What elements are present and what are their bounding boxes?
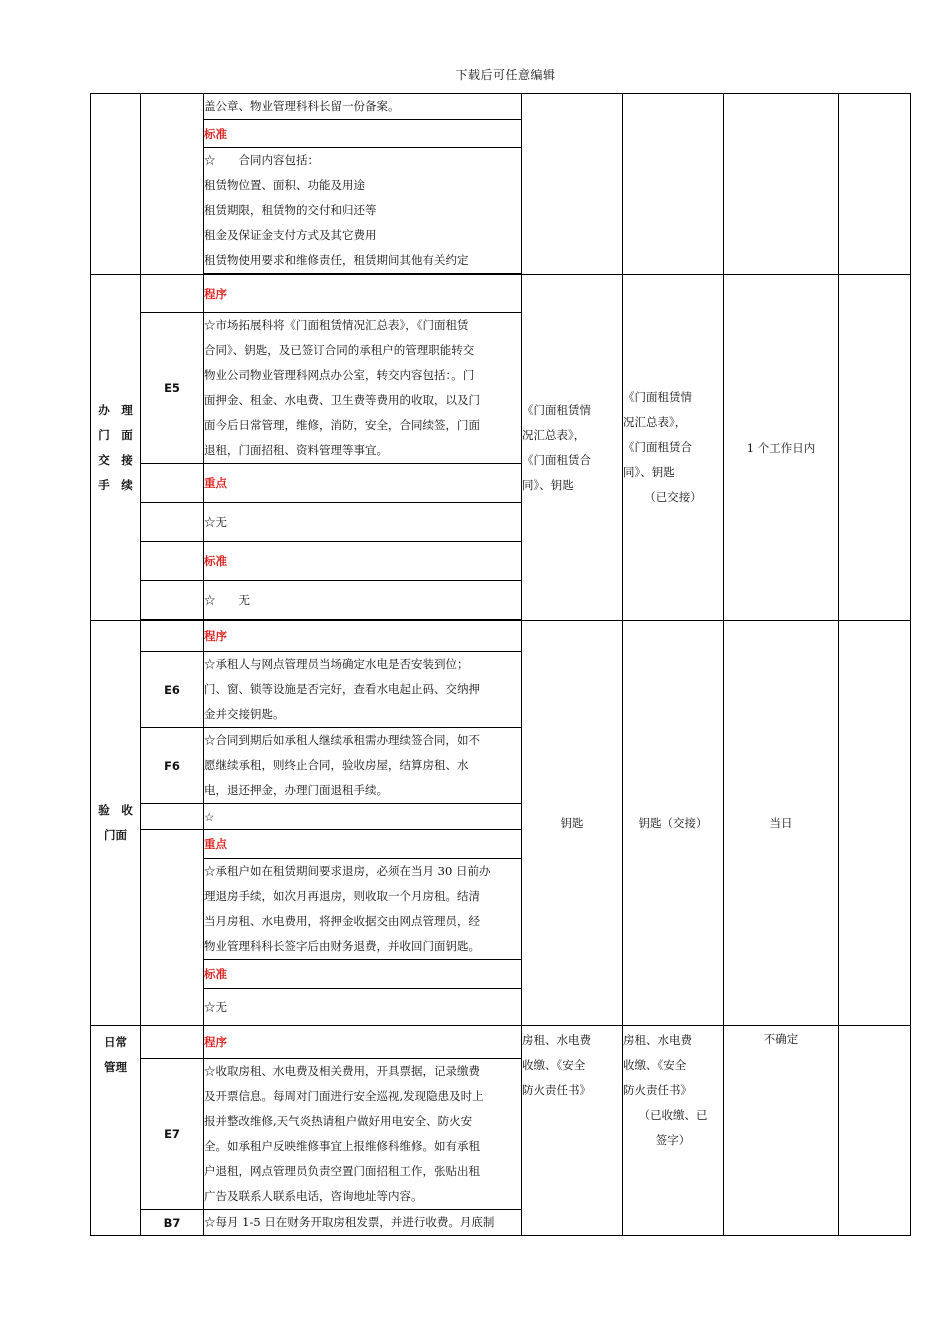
standard-content-cell: [204, 148, 522, 274]
program-content-cell: [204, 1059, 522, 1210]
content-line: 合同》、钥匙，及已签订合同的承租户的管理职能转交: [204, 343, 475, 357]
input-line: 房租、水电费: [522, 1033, 591, 1047]
key-label: 重点: [204, 837, 227, 851]
code-cell: [141, 621, 204, 652]
key-content-cell: ☆无: [204, 503, 522, 542]
content-line: 租赁物使用要求和维修责任，租赁期间其他有关约定: [204, 253, 469, 267]
program-content-cell: [204, 313, 522, 464]
input-line: 收缴、《安全: [522, 1058, 586, 1072]
time-cell: [724, 94, 839, 275]
output-line: 同》、钥匙: [623, 465, 675, 479]
table-row: [91, 275, 911, 313]
page-header: 下载后可任意编辑: [455, 68, 556, 82]
standard-label-cell: [204, 542, 522, 581]
remark-cell: [839, 94, 911, 275]
content-line: 门、窗、锁等设施是否完好，查看水电起止码、交纳押: [204, 682, 480, 696]
content-line: 面今后日常管理，维修，消防，安全，合同续签，门面: [204, 418, 480, 432]
input-line: 《门面租赁合: [522, 452, 591, 467]
program-label-cell: [204, 621, 522, 652]
time-cell: 当日: [724, 621, 839, 1026]
content-line: ☆ 合同内容包括：: [204, 153, 319, 167]
content-line: ☆承租人与网点管理员当场确定水电是否安装到位；: [204, 657, 469, 671]
content-line: 当月房租、水电费用，将押金收据交由网点管理员，经: [204, 914, 480, 928]
program-content-cell: [204, 728, 522, 804]
code-cell: [141, 503, 204, 542]
stage-label-line: 门 面: [98, 427, 133, 442]
stage-label-line: 办 理: [98, 402, 133, 417]
content-line: 广告及联系人联系电话，咨询地址等内容。: [204, 1189, 423, 1203]
stage-label-line: 交 接: [98, 452, 133, 467]
step-code: B7: [141, 1210, 204, 1236]
stage-label-line: 门面: [104, 828, 127, 842]
output-cell: [623, 1026, 724, 1236]
key-label: 重点: [204, 476, 227, 490]
table-row: [91, 94, 911, 120]
content-line: 物业公司物业管理科网点办公室，转交内容包括：。门: [204, 368, 475, 382]
code-cell: [141, 542, 204, 581]
standard-content-cell: ☆ 无: [204, 581, 522, 620]
content-line: 租赁物位置、面积、功能及用途: [204, 178, 365, 192]
table-row: [91, 621, 911, 652]
stage-label-line: 手 续: [98, 477, 133, 492]
output-cell: 钥匙（交接）: [623, 621, 724, 1026]
content-line: 面押金、租金、水电费、卫生费等费用的收取，以及门: [204, 393, 480, 407]
output-line: （已交接）: [644, 490, 702, 504]
standard-label-cell: [204, 120, 522, 148]
content-line: 盖公章、物业管理科科长留一份备案。: [204, 99, 400, 113]
content-line: ☆收取房租、水电费及相关费用，开具票据，记录缴费: [204, 1064, 480, 1078]
input-line: 防火责任书》: [522, 1083, 591, 1097]
program-content-cell: [204, 652, 522, 728]
content-line: 租赁期限，租赁物的交付和归还等: [204, 203, 377, 217]
input-cell: [522, 1026, 623, 1236]
program-label: 程序: [204, 286, 227, 301]
stage-label-line: 管理: [104, 1060, 127, 1074]
content-line: 户退租，网点管理员负责空置门面招租工作，张贴出租: [204, 1164, 480, 1178]
code-cell: [141, 464, 204, 503]
content-line: 全。如承租户反映维修事宜上报维修科维修。如有承租: [204, 1139, 480, 1153]
stage-cell: [91, 1026, 141, 1236]
content-line: ☆合同到期后如承租人继续承租需办理续签合同，如不: [204, 733, 480, 747]
content-line: 物业管理科科长签字后由财务退费，并收回门面钥匙。: [204, 939, 480, 953]
code-cell: [141, 1026, 204, 1059]
content-line: 报并整改维修,天气炎热请租户做好用电安全、防火安: [204, 1114, 473, 1128]
content-line: ☆每月 1-5 日在财务开取房租发票，并进行收费。月底制: [204, 1215, 495, 1229]
content-line: 理退房手续，如次月再退房，则收取一个月房租。结清: [204, 889, 480, 903]
time-cell: 1 个工作日内: [724, 275, 839, 621]
code-cell: [141, 804, 204, 830]
stage-label-line: 验 收: [98, 803, 133, 817]
output-line: 签字）: [655, 1133, 691, 1147]
key-label-cell: [204, 830, 522, 859]
output-line: 况汇总表》，: [623, 415, 687, 429]
input-cell: 钥匙: [522, 621, 623, 1026]
content-line: ☆承租户如在租赁期间要求退房，必须在当月 30 日前办: [204, 864, 491, 878]
content-line: 愿继续承租，则终止合同，验收房屋，结算房租、水: [204, 758, 469, 772]
program-label-cell: [204, 1026, 522, 1059]
content-line: ☆市场拓展科将《门面租赁情况汇总表》，《门面租赁: [204, 318, 469, 332]
standard-content-cell: ☆无: [204, 989, 522, 1026]
step-code: F6: [141, 728, 204, 804]
content-line: 金并交接钥匙。: [204, 707, 285, 721]
step-code: E6: [141, 652, 204, 728]
time-cell: 不确定: [724, 1026, 839, 1236]
table-row: [91, 1026, 911, 1059]
code-cell: [141, 581, 204, 620]
stage-cell: [91, 275, 141, 621]
output-line: 房租、水电费: [623, 1033, 692, 1047]
program-label-cell: [204, 275, 522, 313]
stage-cell: [91, 94, 141, 275]
input-line: 同》、钥匙: [522, 477, 574, 492]
content-line: 租金及保证金支付方式及其它费用: [204, 228, 377, 242]
code-cell: [141, 94, 204, 275]
content-cell: [204, 94, 522, 120]
standard-label: 标准: [204, 967, 227, 981]
output-cell: [623, 94, 724, 275]
stage-label-line: 日常: [104, 1035, 127, 1049]
output-line: 收缴、《安全: [623, 1058, 687, 1072]
stage-cell: [91, 621, 141, 1026]
standard-label: 标准: [204, 554, 227, 568]
step-code: E5: [141, 313, 204, 464]
output-cell: [623, 275, 724, 621]
input-cell: [522, 94, 623, 275]
remark-cell: [839, 1026, 911, 1236]
code-cell: [141, 830, 204, 1026]
output-line: 《门面租赁情: [623, 390, 692, 404]
standard-label: 标准: [204, 126, 227, 141]
program-label: 程序: [204, 629, 227, 643]
standard-label-cell: [204, 960, 522, 989]
output-line: 《门面租赁合: [623, 440, 692, 454]
remark-cell: [839, 621, 911, 1026]
output-line: （已收缴、已: [638, 1108, 708, 1122]
step-code: E7: [141, 1059, 204, 1210]
key-label-cell: [204, 464, 522, 503]
input-cell: [522, 275, 623, 621]
star-cell: ☆: [204, 804, 522, 830]
output-line: 防火责任书》: [623, 1083, 692, 1097]
procedure-table: [90, 93, 911, 1236]
content-line: 及开票信息。每周对门面进行安全巡视,发现隐患及时上: [204, 1089, 484, 1103]
code-cell: [141, 275, 204, 313]
input-line: 况汇总表》，: [522, 427, 586, 442]
program-label: 程序: [204, 1035, 227, 1049]
remark-cell: [839, 275, 911, 621]
program-content-cell: [204, 1210, 522, 1236]
key-content-cell: [204, 859, 522, 960]
content-line: 退租，门面招租、资料管理等事宜。: [204, 443, 388, 457]
content-line: 电，退还押金，办理门面退租手续。: [204, 783, 388, 797]
input-line: 《门面租赁情: [522, 402, 591, 417]
